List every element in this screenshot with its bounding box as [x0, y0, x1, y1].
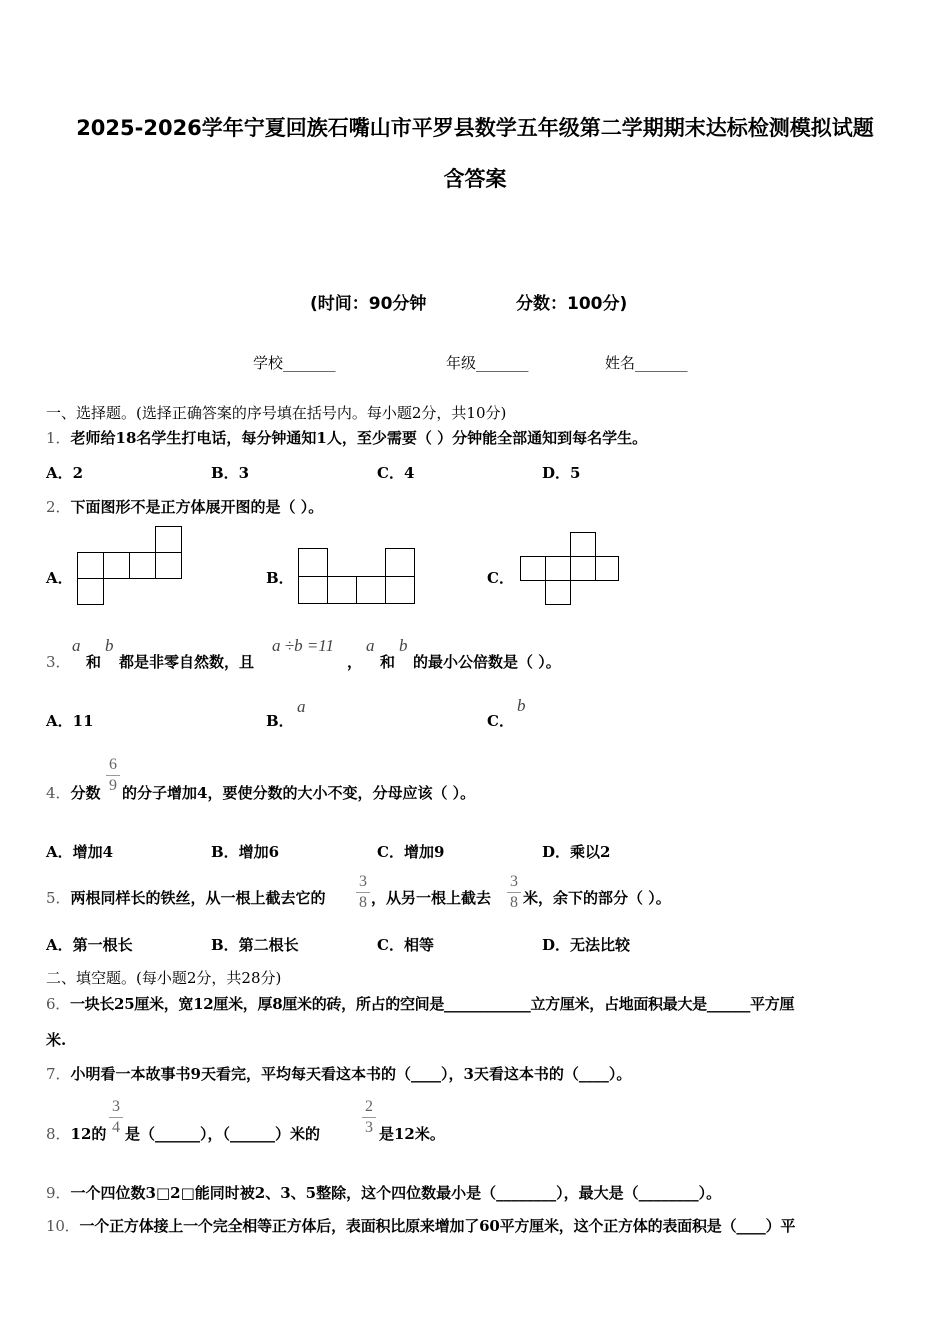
q-text: 的分子增加4，要使分数的大小不变，分母应该（ ）。 — [122, 784, 476, 802]
q-text: 12的 — [70, 1125, 107, 1143]
q-num: 8． — [46, 1125, 71, 1143]
q4-option-b[interactable]: B．增加6 — [211, 843, 280, 861]
q-num: 7． — [46, 1065, 71, 1083]
q-num: 9． — [46, 1184, 71, 1202]
q-text: 都是非零自然数，且 — [119, 653, 255, 671]
var-b: b — [399, 636, 408, 655]
grade-field[interactable]: 年级_______ — [446, 354, 529, 372]
q5-option-a[interactable]: A．第一根长 — [46, 936, 133, 954]
q3-option-c[interactable]: C． — [487, 712, 514, 730]
q1-option-c[interactable]: C．4 — [377, 464, 415, 482]
var-a: a — [366, 636, 375, 655]
q3-option-c-value: b — [517, 696, 526, 715]
q1-option-b[interactable]: B．3 — [211, 464, 250, 482]
q-text: 米，余下的部分（ ）。 — [523, 889, 671, 907]
q-text: 下面图形不是正方体展开图的是（ ）。 — [70, 498, 324, 516]
fraction-3-8: 3 8 — [356, 873, 370, 912]
q1-option-a[interactable]: A．2 — [46, 464, 84, 482]
q-num: 4． — [46, 784, 71, 802]
question-2 — [46, 496, 323, 517]
section1-heading: 一、选择题。(选择正确答案的序号填在括号内。每小题2分，共10分) — [46, 404, 507, 422]
var-b: b — [105, 636, 114, 655]
question-9 — [46, 1182, 721, 1203]
q-text: 两根同样长的铁丝，从一根上截去它的 — [70, 889, 326, 907]
q-num: 6． — [46, 995, 70, 1013]
q4-option-d[interactable]: D．乘以2 — [542, 843, 611, 861]
school-field[interactable]: 学校_______ — [253, 354, 336, 372]
question-1 — [46, 427, 647, 448]
q-text: 是12米。 — [379, 1125, 445, 1143]
q-text: 老师给18名学生打电话，每分钟通知1人，至少需要（ ）分钟能全部通知到每名学生。 — [70, 429, 648, 447]
q3-option-b[interactable]: B． — [266, 712, 294, 730]
q-text: 一个正方体接上一个完全相等正方体后，表面积比原来增加了60平方厘米，这个正方体的表面积是（____）平 — [79, 1217, 796, 1235]
q-text: 的最小公倍数是（ ）。 — [413, 653, 561, 671]
var-a: a — [72, 636, 81, 655]
q-num: 5． — [46, 889, 71, 907]
q-text: ， — [347, 653, 363, 671]
q-text: 是（______），（______）米的 — [125, 1125, 321, 1143]
fraction-2-3: 2 3 — [362, 1098, 376, 1137]
q-text: 分数 — [70, 784, 101, 802]
q5-option-c[interactable]: C．相等 — [377, 936, 434, 954]
q-text: ，从另一根上截去 — [371, 889, 492, 907]
q4-option-c[interactable]: C．增加9 — [377, 843, 445, 861]
q2-option-b[interactable]: B． — [266, 569, 294, 587]
q-text: 和 — [380, 653, 396, 671]
q-text: 一个四位数3□2□能同时被2、3、5整除，这个四位数最小是（________），最大是（________）。 — [70, 1184, 722, 1202]
title-line-2: 含答案 — [443, 167, 507, 191]
q2-option-c[interactable]: C． — [487, 569, 514, 587]
q-num: 3． — [46, 653, 71, 671]
exam-score: 分数：100分) — [516, 294, 628, 314]
fraction-6-9: 6 9 — [106, 756, 120, 795]
q6-continuation: 米. — [46, 1031, 67, 1049]
section2-heading: 二、填空题。(每小题2分，共28分) — [46, 969, 282, 987]
fraction-3-4: 3 4 — [109, 1098, 123, 1137]
q-num: 2． — [46, 498, 71, 516]
fraction-3-8: 3 8 — [507, 873, 521, 912]
q5-option-b[interactable]: B．第二根长 — [211, 936, 299, 954]
q2-option-a[interactable]: A． — [46, 569, 73, 587]
q4-option-a[interactable]: A．增加4 — [46, 843, 114, 861]
q3-option-a[interactable]: A．11 — [46, 712, 94, 730]
question-10 — [46, 1215, 795, 1236]
q-text: 和 — [86, 653, 102, 671]
exam-time: (时间：90分钟 — [310, 294, 427, 314]
q3-option-b-value: a — [297, 697, 306, 716]
q-num: 1． — [46, 429, 71, 447]
question-6 — [46, 993, 794, 1014]
expression: a ÷b =11 — [272, 636, 335, 655]
q-text: 小明看一本故事书9天看完，平均每天看这本书的（____），3天看这本书的（____）。 — [70, 1065, 632, 1083]
name-field[interactable]: 姓名_______ — [605, 354, 688, 372]
question-7 — [46, 1063, 631, 1084]
q-text: 一块长25厘米，宽12厘米，厚8厘米的砖，所占的空间是____________立方厘米，占地面积最大是______平方厘 — [69, 995, 795, 1013]
title-line-1: 2025-2026学年宁夏回族石嘴山市平罗县数学五年级第二学期期末达标检测模拟试题 — [76, 116, 874, 140]
q-num: 10． — [46, 1217, 80, 1235]
q5-option-d[interactable]: D．无法比较 — [542, 936, 631, 954]
q1-option-d[interactable]: D．5 — [542, 464, 581, 482]
